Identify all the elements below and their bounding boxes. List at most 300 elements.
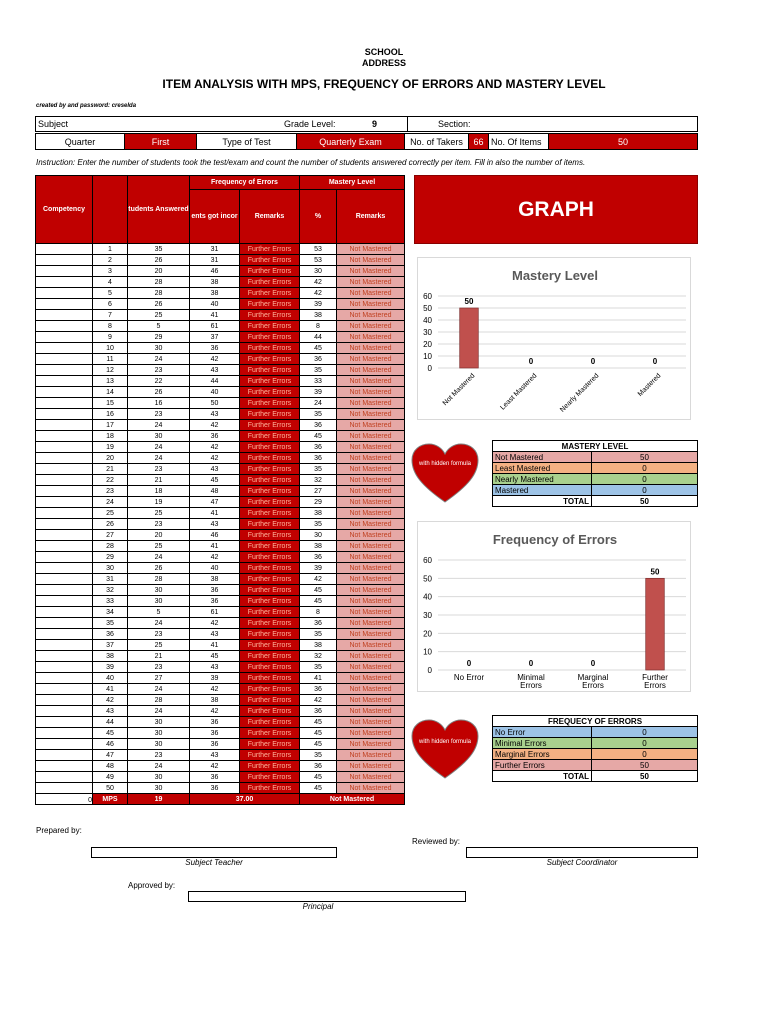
heart-text: with hidden formula <box>418 739 472 745</box>
incorrect-cell: 38 <box>190 277 240 288</box>
answered-cell[interactable]: 18 <box>128 486 190 497</box>
col-students-answered: tudents Answered <box>128 176 190 244</box>
takers-value[interactable]: 66 <box>469 134 489 149</box>
y-tick-label: 40 <box>423 592 432 602</box>
answered-cell[interactable]: 21 <box>128 651 190 662</box>
errors-total-value: 50 <box>592 771 698 782</box>
answered-cell[interactable]: 26 <box>128 255 190 266</box>
answered-cell[interactable]: 23 <box>128 629 190 640</box>
incorrect-cell: 45 <box>190 475 240 486</box>
table-row <box>36 354 405 365</box>
incorrect-cell: 61 <box>190 321 240 332</box>
percent-cell: 44 <box>300 332 337 343</box>
item-number-cell: 12 <box>93 365 128 376</box>
item-number-cell: 25 <box>93 508 128 519</box>
answered-cell[interactable]: 30 <box>128 728 190 739</box>
item-number-cell: 48 <box>93 761 128 772</box>
y-tick-label: 50 <box>423 304 432 313</box>
item-number-cell: 13 <box>93 376 128 387</box>
table-row <box>36 717 405 728</box>
principal-signature-line[interactable] <box>188 891 466 902</box>
competency-cell[interactable] <box>36 288 93 299</box>
error-remarks-cell: Further Errors <box>240 673 300 684</box>
heart-badge-errors <box>410 718 480 785</box>
mastery-remarks-cell: Not Mastered <box>337 508 405 519</box>
item-number-cell: 21 <box>93 464 128 475</box>
percent-cell: 36 <box>300 761 337 772</box>
item-number-cell: 49 <box>93 772 128 783</box>
answered-cell[interactable]: 35 <box>128 244 190 255</box>
percent-cell: 39 <box>300 299 337 310</box>
summary-label: Marginal Errors <box>493 749 592 760</box>
incorrect-cell: 42 <box>190 442 240 453</box>
answered-cell[interactable]: 28 <box>128 695 190 706</box>
error-remarks-cell: Further Errors <box>240 772 300 783</box>
item-number-cell: 29 <box>93 552 128 563</box>
competency-cell[interactable] <box>36 585 93 596</box>
competency-cell[interactable] <box>36 332 93 343</box>
incorrect-cell: 40 <box>190 299 240 310</box>
answered-cell[interactable]: 26 <box>128 563 190 574</box>
answered-cell[interactable]: 5 <box>128 607 190 618</box>
competency-cell[interactable] <box>36 772 93 783</box>
table-row <box>36 442 405 453</box>
competency-cell[interactable] <box>36 673 93 684</box>
answered-cell[interactable]: 24 <box>128 453 190 464</box>
incorrect-cell: 42 <box>190 420 240 431</box>
incorrect-cell: 42 <box>190 761 240 772</box>
error-remarks-cell: Further Errors <box>240 343 300 354</box>
mastery-total-label: TOTAL <box>493 496 592 507</box>
answered-cell[interactable]: 23 <box>128 464 190 475</box>
incorrect-cell: 46 <box>190 266 240 277</box>
incorrect-cell: 31 <box>190 244 240 255</box>
table-row <box>36 343 405 354</box>
mastery-remarks-cell: Not Mastered <box>337 783 405 794</box>
percent-cell: 38 <box>300 541 337 552</box>
test-type-value[interactable]: Quarterly Exam <box>297 134 405 149</box>
summary-row <box>493 760 698 771</box>
mastery-remarks-cell: Not Mastered <box>337 299 405 310</box>
answered-cell[interactable]: 24 <box>128 552 190 563</box>
answered-cell[interactable]: 22 <box>128 376 190 387</box>
item-number-cell: 3 <box>93 266 128 277</box>
item-number-cell: 32 <box>93 585 128 596</box>
item-number-cell: 17 <box>93 420 128 431</box>
competency-cell[interactable] <box>36 398 93 409</box>
mastery-total-value: 50 <box>592 496 698 507</box>
y-tick-label: 10 <box>423 352 432 361</box>
percent-cell: 35 <box>300 464 337 475</box>
mastery-remarks-cell: Not Mastered <box>337 277 405 288</box>
answered-cell[interactable]: 25 <box>128 640 190 651</box>
answered-cell[interactable]: 5 <box>128 321 190 332</box>
mastery-remarks-cell: Not Mastered <box>337 629 405 640</box>
answered-cell[interactable]: 24 <box>128 684 190 695</box>
y-tick-label: 10 <box>423 647 432 657</box>
percent-cell: 38 <box>300 508 337 519</box>
mastery-remarks-cell: Not Mastered <box>337 387 405 398</box>
heart-icon <box>410 718 480 780</box>
table-row <box>36 464 405 475</box>
table-row <box>36 244 405 255</box>
mastery-remarks-cell: Not Mastered <box>337 486 405 497</box>
item-number-cell: 1 <box>93 244 128 255</box>
answered-cell[interactable]: 23 <box>128 365 190 376</box>
summary-label: Least Mastered <box>493 463 592 474</box>
error-remarks-cell: Further Errors <box>240 266 300 277</box>
answered-cell[interactable]: 23 <box>128 409 190 420</box>
mastery-remarks-cell: Not Mastered <box>337 772 405 783</box>
competency-cell[interactable] <box>36 475 93 486</box>
page-title: ITEM ANALYSIS WITH MPS, FREQUENCY OF ERRORS AND MASTERY LEVEL <box>162 77 606 91</box>
answered-cell[interactable]: 20 <box>128 530 190 541</box>
competency-cell[interactable] <box>36 464 93 475</box>
mastery-remarks-cell: Not Mastered <box>337 706 405 717</box>
answered-cell[interactable]: 20 <box>128 266 190 277</box>
mastery-remarks-cell: Not Mastered <box>337 475 405 486</box>
competency-cell[interactable] <box>36 662 93 673</box>
percent-cell: 39 <box>300 387 337 398</box>
competency-cell[interactable] <box>36 739 93 750</box>
incorrect-cell: 38 <box>190 695 240 706</box>
answered-cell[interactable]: 23 <box>128 662 190 673</box>
competency-cell[interactable] <box>36 618 93 629</box>
summary-value: 0 <box>592 485 698 496</box>
col-percent: % <box>300 190 337 244</box>
competency-cell[interactable] <box>36 321 93 332</box>
competency-cell[interactable] <box>36 310 93 321</box>
competency-cell[interactable] <box>36 783 93 794</box>
table-row <box>36 706 405 717</box>
percent-cell: 35 <box>300 365 337 376</box>
item-number-cell: 19 <box>93 442 128 453</box>
percent-cell: 41 <box>300 673 337 684</box>
section-label: Section: <box>438 119 471 129</box>
competency-cell[interactable] <box>36 387 93 398</box>
error-remarks-cell: Further Errors <box>240 475 300 486</box>
x-tick-label: No Error <box>453 673 485 682</box>
col-mastery-remarks: Remarks <box>337 190 405 244</box>
error-remarks-cell: Further Errors <box>240 464 300 475</box>
competency-cell[interactable] <box>36 596 93 607</box>
table-row <box>36 277 405 288</box>
competency-cell[interactable] <box>36 508 93 519</box>
answered-cell[interactable]: 30 <box>128 585 190 596</box>
incorrect-cell: 41 <box>190 310 240 321</box>
x-tick-label: Mastered <box>636 372 663 399</box>
reviewed-by-label: Reviewed by: <box>412 837 461 846</box>
incorrect-cell: 42 <box>190 354 240 365</box>
mastery-remarks-cell: Not Mastered <box>337 717 405 728</box>
error-remarks-cell: Further Errors <box>240 442 300 453</box>
competency-cell[interactable] <box>36 277 93 288</box>
competency-cell[interactable] <box>36 409 93 420</box>
error-remarks-cell: Further Errors <box>240 508 300 519</box>
incorrect-cell: 43 <box>190 519 240 530</box>
error-remarks-cell: Further Errors <box>240 574 300 585</box>
incorrect-cell: 43 <box>190 750 240 761</box>
items-value[interactable]: 50 <box>549 134 697 149</box>
mastery-remarks-cell: Not Mastered <box>337 673 405 684</box>
competency-cell[interactable] <box>36 244 93 255</box>
answered-cell[interactable]: 24 <box>128 354 190 365</box>
summary-row <box>493 738 698 749</box>
summary-value: 0 <box>592 474 698 485</box>
error-remarks-cell: Further Errors <box>240 420 300 431</box>
competency-cell[interactable] <box>36 255 93 266</box>
competency-cell[interactable] <box>36 365 93 376</box>
error-remarks-cell: Further Errors <box>240 299 300 310</box>
graph-header: GRAPH <box>414 175 698 244</box>
mastery-remarks-cell: Not Mastered <box>337 761 405 772</box>
subject-label: Subject <box>38 119 69 129</box>
error-remarks-cell: Further Errors <box>240 618 300 629</box>
x-tick-label: Errors <box>644 681 666 690</box>
competency-cell[interactable] <box>36 607 93 618</box>
item-number-cell: 7 <box>93 310 128 321</box>
answered-cell[interactable]: 30 <box>128 343 190 354</box>
item-number-cell: 28 <box>93 541 128 552</box>
competency-cell[interactable] <box>36 750 93 761</box>
percent-cell: 32 <box>300 475 337 486</box>
mastery-remarks-cell: Not Mastered <box>337 244 405 255</box>
table-row <box>36 409 405 420</box>
mastery-level-svg <box>418 258 692 421</box>
footer-answered: 19 <box>128 794 190 805</box>
competency-cell[interactable] <box>36 640 93 651</box>
answered-cell[interactable]: 26 <box>128 387 190 398</box>
table-row <box>36 530 405 541</box>
answered-cell[interactable]: 30 <box>128 772 190 783</box>
competency-cell[interactable] <box>36 266 93 277</box>
mastery-remarks-cell: Not Mastered <box>337 442 405 453</box>
incorrect-cell: 61 <box>190 607 240 618</box>
percent-cell: 42 <box>300 277 337 288</box>
answered-cell[interactable]: 24 <box>128 442 190 453</box>
table-row <box>36 365 405 376</box>
table-row <box>36 640 405 651</box>
mastery-summary-title: MASTERY LEVEL <box>493 441 698 452</box>
competency-cell[interactable] <box>36 354 93 365</box>
percent-cell: 38 <box>300 310 337 321</box>
item-number-cell: 40 <box>93 673 128 684</box>
summary-label: Further Errors <box>493 760 592 771</box>
table-row <box>36 673 405 684</box>
error-remarks-cell: Further Errors <box>240 607 300 618</box>
table-row <box>36 684 405 695</box>
competency-cell[interactable] <box>36 497 93 508</box>
teacher-signature-line[interactable] <box>91 847 337 858</box>
competency-cell[interactable] <box>36 530 93 541</box>
table-row <box>36 772 405 783</box>
mastery-remarks-cell: Not Mastered <box>337 574 405 585</box>
competency-cell[interactable] <box>36 519 93 530</box>
competency-cell[interactable] <box>36 343 93 354</box>
competency-cell[interactable] <box>36 651 93 662</box>
answered-cell[interactable]: 23 <box>128 750 190 761</box>
incorrect-cell: 38 <box>190 288 240 299</box>
answered-cell[interactable]: 30 <box>128 717 190 728</box>
answered-cell[interactable]: 30 <box>128 783 190 794</box>
error-remarks-cell: Further Errors <box>240 244 300 255</box>
percent-cell: 35 <box>300 519 337 530</box>
mastery-remarks-cell: Not Mastered <box>337 541 405 552</box>
mastery-remarks-cell: Not Mastered <box>337 563 405 574</box>
competency-cell[interactable] <box>36 563 93 574</box>
competency-cell[interactable] <box>36 706 93 717</box>
percent-cell: 45 <box>300 783 337 794</box>
error-remarks-cell: Further Errors <box>240 728 300 739</box>
competency-cell[interactable] <box>36 761 93 772</box>
answered-cell[interactable]: 25 <box>128 541 190 552</box>
answered-cell[interactable]: 28 <box>128 574 190 585</box>
summary-value: 0 <box>592 738 698 749</box>
answered-cell[interactable]: 30 <box>128 739 190 750</box>
incorrect-cell: 46 <box>190 530 240 541</box>
test-type-label: Type of Test <box>197 134 297 149</box>
error-remarks-cell: Further Errors <box>240 596 300 607</box>
item-number-cell: 5 <box>93 288 128 299</box>
answered-cell[interactable]: 24 <box>128 706 190 717</box>
percent-cell: 36 <box>300 684 337 695</box>
error-remarks-cell: Further Errors <box>240 431 300 442</box>
incorrect-cell: 39 <box>190 673 240 684</box>
competency-cell[interactable] <box>36 717 93 728</box>
answered-cell[interactable]: 23 <box>128 519 190 530</box>
table-row <box>36 585 405 596</box>
info-row-subject <box>35 116 698 132</box>
table-row <box>36 486 405 497</box>
answered-cell[interactable]: 19 <box>128 497 190 508</box>
errors-total-label: TOTAL <box>493 771 592 782</box>
percent-cell: 33 <box>300 376 337 387</box>
percent-cell: 36 <box>300 453 337 464</box>
answered-cell[interactable]: 21 <box>128 475 190 486</box>
competency-cell[interactable] <box>36 541 93 552</box>
answered-cell[interactable]: 25 <box>128 508 190 519</box>
competency-cell[interactable] <box>36 420 93 431</box>
answered-cell[interactable]: 25 <box>128 310 190 321</box>
summary-row <box>493 727 698 738</box>
chart-title: Frequency of Errors <box>492 532 618 547</box>
answered-cell[interactable]: 30 <box>128 431 190 442</box>
competency-cell[interactable] <box>36 574 93 585</box>
coordinator-signature-line[interactable] <box>466 847 698 858</box>
data-label: 0 <box>528 357 534 366</box>
competency-cell[interactable] <box>36 453 93 464</box>
error-remarks-cell: Further Errors <box>240 640 300 651</box>
summary-value: 0 <box>592 727 698 738</box>
data-label: 0 <box>466 659 472 668</box>
chart-title: Mastery Level <box>512 268 598 283</box>
percent-cell: 27 <box>300 486 337 497</box>
competency-cell[interactable] <box>36 442 93 453</box>
error-remarks-cell: Further Errors <box>240 783 300 794</box>
school-name: SCHOOL <box>364 47 404 57</box>
competency-cell[interactable] <box>36 376 93 387</box>
incorrect-cell: 42 <box>190 706 240 717</box>
competency-cell[interactable] <box>36 629 93 640</box>
error-remarks-cell: Further Errors <box>240 453 300 464</box>
item-number-cell: 14 <box>93 387 128 398</box>
answered-cell[interactable]: 27 <box>128 673 190 684</box>
school-address: ADDRESS <box>361 58 406 68</box>
answered-cell[interactable]: 24 <box>128 420 190 431</box>
incorrect-cell: 36 <box>190 585 240 596</box>
mastery-remarks-cell: Not Mastered <box>337 618 405 629</box>
col-competency: Competency <box>36 176 93 244</box>
table-row <box>36 519 405 530</box>
error-remarks-cell: Further Errors <box>240 750 300 761</box>
answered-cell[interactable]: 29 <box>128 332 190 343</box>
footer-competency: 0 <box>36 794 93 805</box>
summary-value: 0 <box>592 749 698 760</box>
answered-cell[interactable]: 30 <box>128 596 190 607</box>
answered-cell[interactable]: 28 <box>128 277 190 288</box>
principal-caption: Principal <box>302 902 334 911</box>
heart-badge-mastery <box>410 442 480 509</box>
grade-level-value[interactable]: 9 <box>372 119 378 129</box>
quarter-value[interactable]: First <box>125 134 197 149</box>
answered-cell[interactable]: 16 <box>128 398 190 409</box>
incorrect-cell: 45 <box>190 651 240 662</box>
competency-cell[interactable] <box>36 684 93 695</box>
competency-cell[interactable] <box>36 299 93 310</box>
answered-cell[interactable]: 28 <box>128 288 190 299</box>
mastery-remarks-cell: Not Mastered <box>337 321 405 332</box>
incorrect-cell: 43 <box>190 629 240 640</box>
mastery-remarks-cell: Not Mastered <box>337 519 405 530</box>
incorrect-cell: 40 <box>190 563 240 574</box>
competency-cell[interactable] <box>36 486 93 497</box>
item-number-cell: 22 <box>93 475 128 486</box>
incorrect-cell: 41 <box>190 541 240 552</box>
competency-cell[interactable] <box>36 695 93 706</box>
table-row <box>36 607 405 618</box>
footer-mps-label: MPS <box>93 794 128 805</box>
incorrect-cell: 42 <box>190 453 240 464</box>
bar <box>646 578 665 670</box>
summary-value: 50 <box>592 760 698 771</box>
answered-cell[interactable]: 24 <box>128 761 190 772</box>
table-row <box>36 475 405 486</box>
incorrect-cell: 47 <box>190 497 240 508</box>
table-row <box>36 695 405 706</box>
item-number-cell: 47 <box>93 750 128 761</box>
percent-cell: 29 <box>300 497 337 508</box>
item-number-cell: 18 <box>93 431 128 442</box>
item-number-cell: 34 <box>93 607 128 618</box>
competency-cell[interactable] <box>36 431 93 442</box>
incorrect-cell: 43 <box>190 365 240 376</box>
mastery-remarks-cell: Not Mastered <box>337 453 405 464</box>
answered-cell[interactable]: 26 <box>128 299 190 310</box>
percent-cell: 45 <box>300 728 337 739</box>
competency-cell[interactable] <box>36 728 93 739</box>
footer-mps-value: 37.00 <box>190 794 300 805</box>
table-row <box>36 541 405 552</box>
error-remarks-cell: Further Errors <box>240 497 300 508</box>
mastery-remarks-cell: Not Mastered <box>337 343 405 354</box>
summary-label: No Error <box>493 727 592 738</box>
incorrect-cell: 36 <box>190 431 240 442</box>
table-row <box>36 398 405 409</box>
competency-cell[interactable] <box>36 552 93 563</box>
y-tick-label: 50 <box>423 574 432 584</box>
answered-cell[interactable]: 24 <box>128 618 190 629</box>
summary-row <box>493 452 698 463</box>
